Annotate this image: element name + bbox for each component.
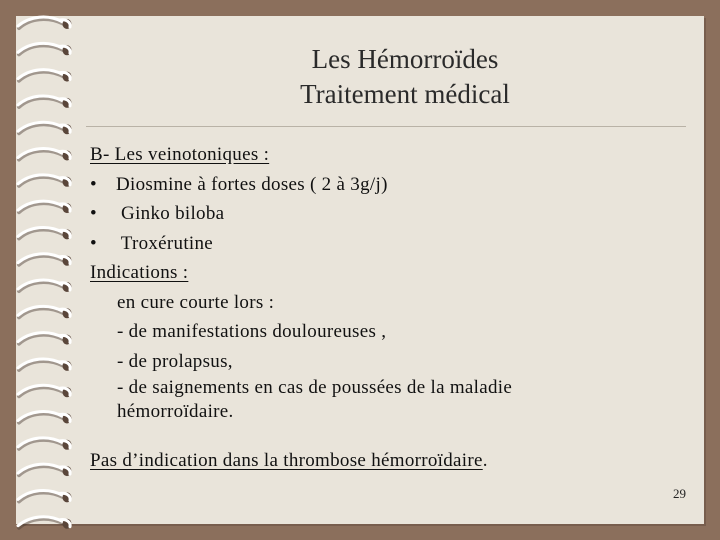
binding-ring-icon (18, 149, 72, 161)
binding-ring-icon (18, 333, 72, 345)
spiral-binding-icon (0, 0, 90, 540)
title-line-2: Traitement médical (300, 79, 510, 109)
bullet-icon: • (90, 203, 97, 224)
indication-item: - de saignements en cas de poussées de la maladie (117, 377, 513, 398)
binding-ring-icon (18, 175, 72, 187)
title-divider (86, 126, 686, 127)
bullet-text: Diosmine à fortes doses ( 2 à 3g/j) (116, 173, 388, 195)
binding-ring-icon (18, 227, 72, 239)
binding-ring-icon (18, 412, 72, 424)
binding-ring-icon (18, 43, 72, 55)
binding-ring-icon (18, 438, 72, 450)
indication-item: - de manifestations douloureuses , (117, 321, 387, 342)
binding-ring-icon (18, 122, 72, 134)
conclusion (90, 446, 690, 476)
binding-ring-icon (18, 201, 72, 213)
indications-heading (90, 258, 690, 288)
bullet-icon: • (90, 232, 97, 254)
binding-ring-icon (18, 517, 72, 529)
bullet-text: Troxérutine (116, 232, 214, 254)
indications-heading-text: Indications : (90, 262, 189, 283)
indication-item: - de prolapsus, (117, 350, 233, 372)
conclusion-period: . (482, 450, 488, 471)
section-heading (90, 140, 690, 170)
indications-intro: en cure courte lors : (117, 291, 275, 313)
binding-ring-icon (18, 490, 72, 502)
binding-ring-icon (18, 306, 72, 318)
spacer (90, 424, 690, 446)
binding-ring-icon (18, 96, 72, 108)
slide-title (90, 42, 720, 112)
conclusion-text: Pas d’indication dans la thrombose hémorroïdaire (90, 450, 483, 471)
slide-number: 29 (673, 486, 686, 501)
bullet-item (90, 170, 690, 200)
binding-ring-icon (18, 280, 72, 292)
binding-ring-icon (18, 464, 72, 476)
indication-item: hémorroïdaire. (117, 401, 234, 422)
bullet-item (90, 229, 690, 259)
binding-ring-icon (18, 385, 72, 397)
bullet-item (90, 199, 690, 229)
title-line-1: Les Hémorroïdes (311, 44, 499, 74)
bullet-text: Ginko biloba (116, 203, 225, 224)
binding-ring-icon (18, 359, 72, 371)
bullet-icon: • (90, 173, 97, 195)
slide-body (90, 140, 690, 476)
binding-ring-icon (18, 254, 72, 266)
binding-ring-icon (18, 70, 72, 82)
section-heading-text: B- Les veinotoniques : (90, 144, 270, 165)
binding-ring-icon (18, 17, 72, 29)
